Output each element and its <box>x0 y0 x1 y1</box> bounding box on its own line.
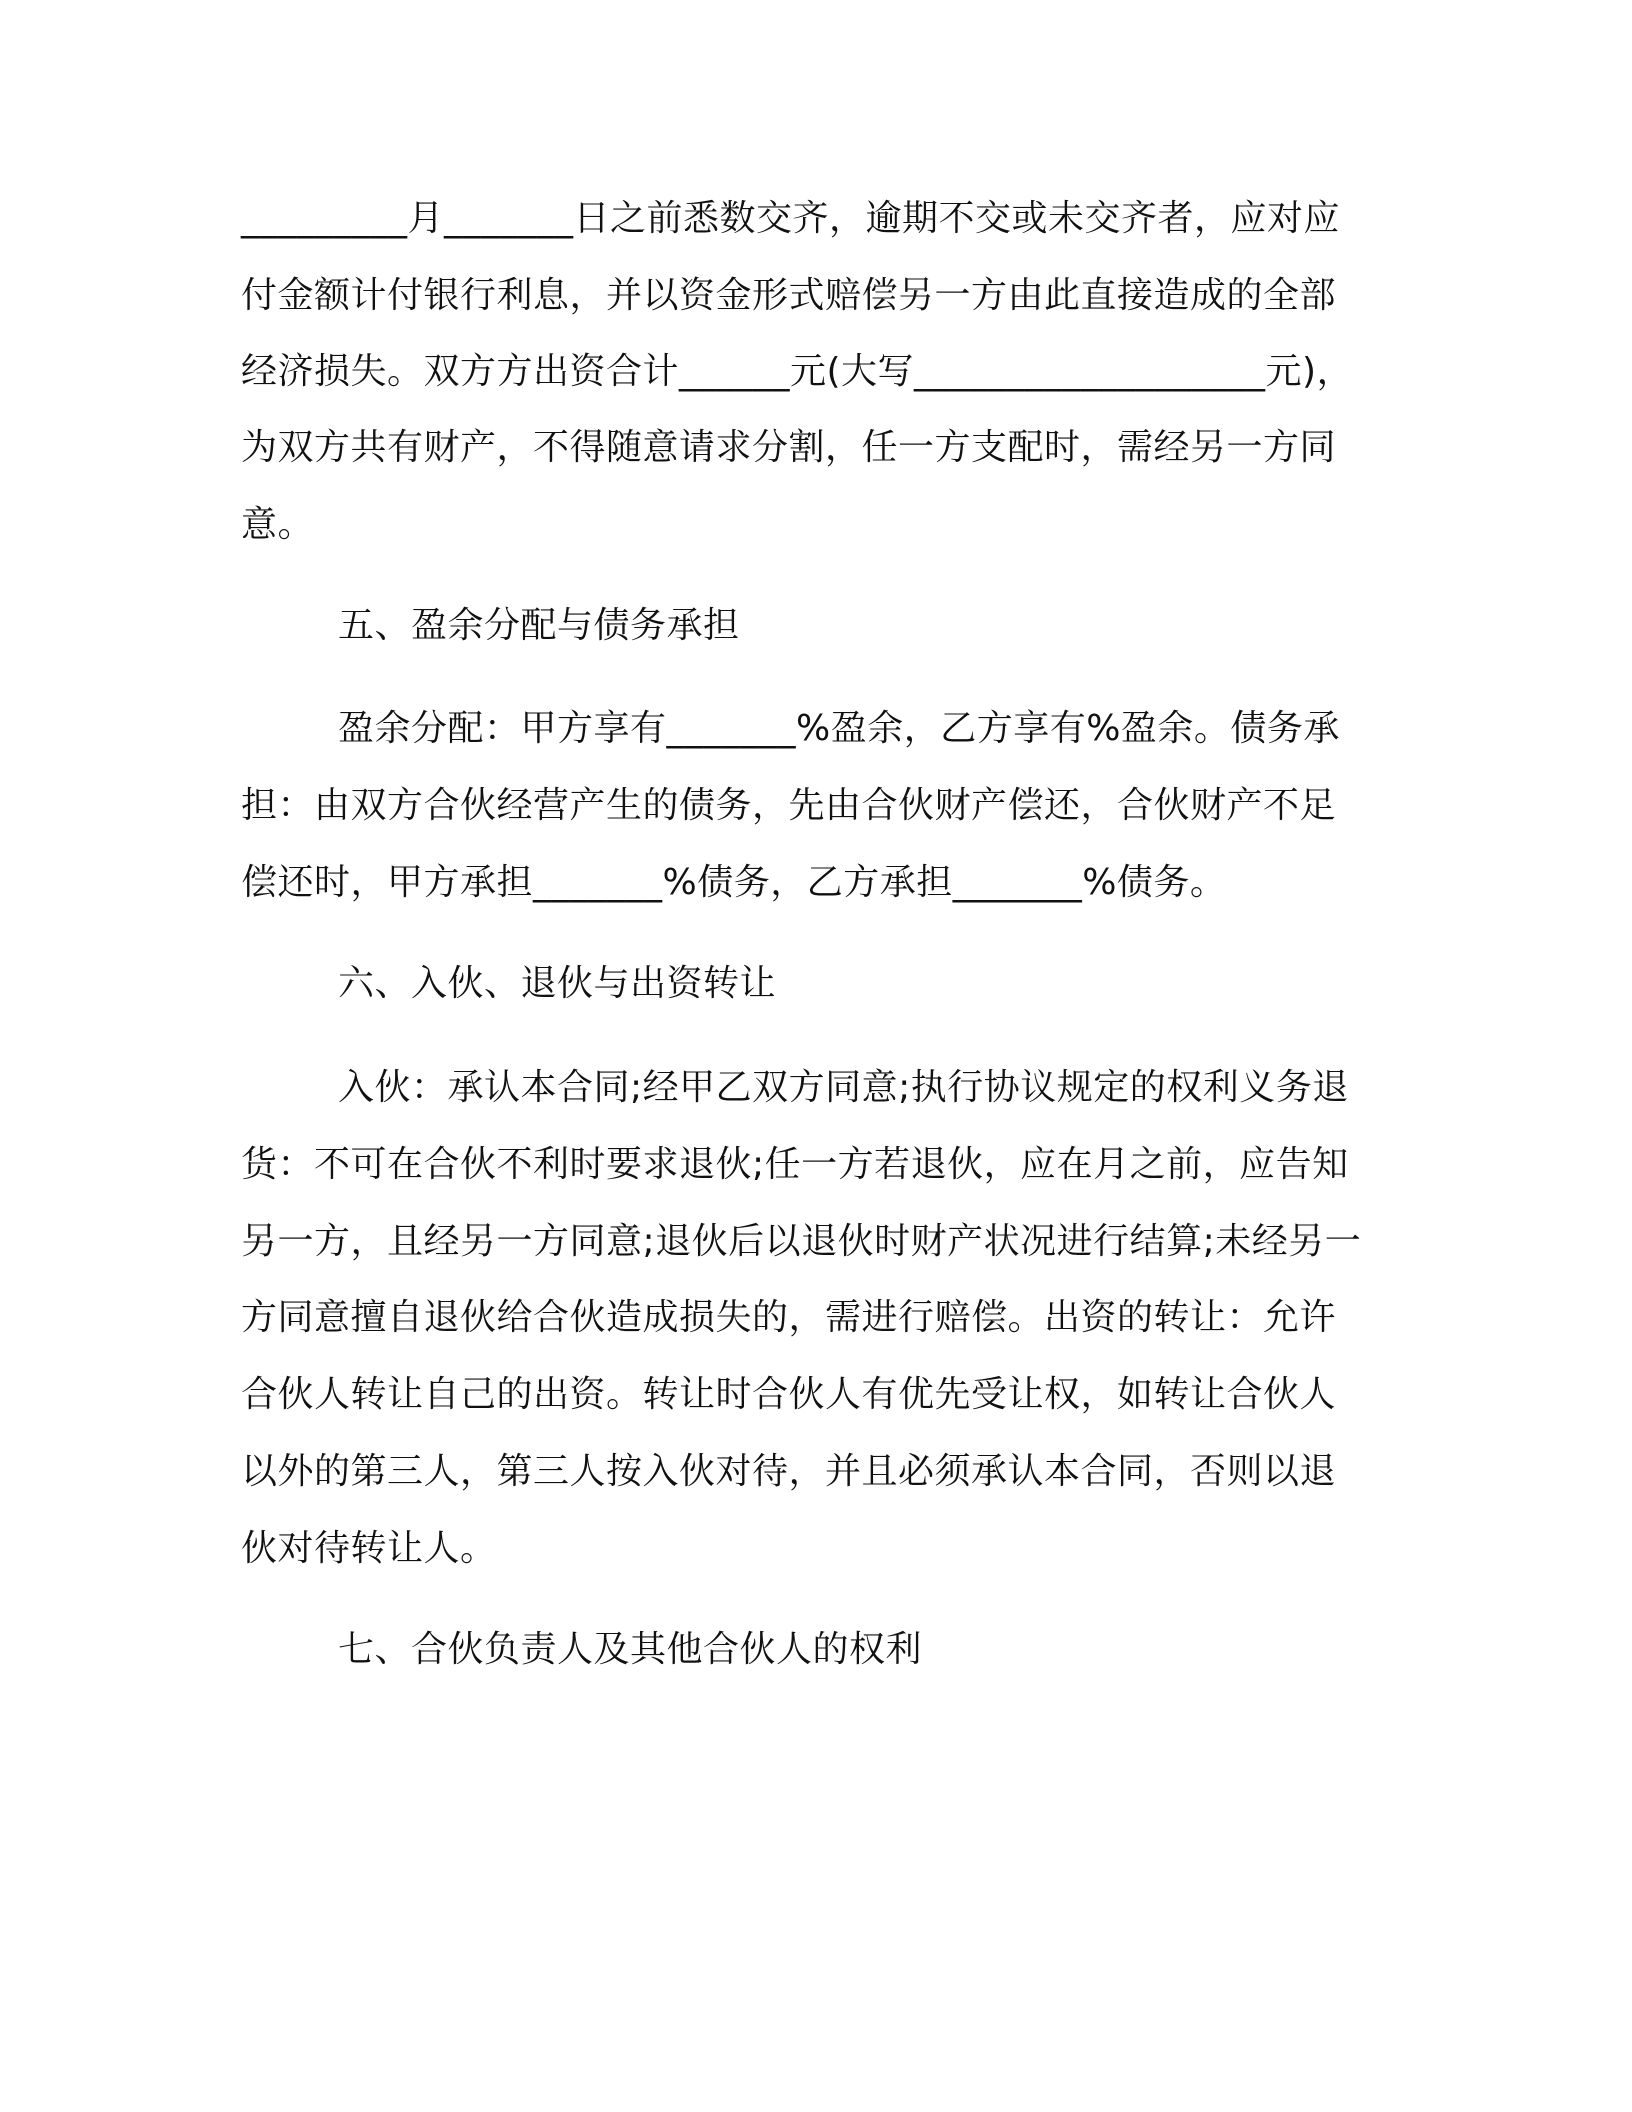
partnership-paragraph-line-7: 伙对待转让人。 <box>241 1528 497 1569</box>
profit-paragraph-line-3: 偿还时，甲方承担_______%债务，乙方承担_______%债务。 <box>241 862 1227 903</box>
paragraph-line-1: _________月_______日之前悉数交齐，逾期不交或未交齐者，应对应 <box>241 198 1341 239</box>
paragraph-line-5: 意。 <box>241 504 315 545</box>
section-heading-7: 七、合伙负责人及其他合伙人的权利 <box>338 1629 923 1670</box>
section-heading-6: 六、入伙、退伙与出资转让 <box>338 963 777 1004</box>
partnership-paragraph-line-5: 合伙人转让自己的出资。转让时合伙人有优先受让权，如转让合伙人 <box>241 1374 1337 1415</box>
partnership-paragraph-line-1: 入伙：承认本合同;经甲乙双方同意;执行协议规定的权利义务退 <box>338 1067 1349 1108</box>
partnership-paragraph-line-2: 货：不可在合伙不利时要求退伙;任一方若退伙，应在月之前，应告知 <box>241 1144 1349 1185</box>
paragraph-line-2: 付金额计付银行利息，并以资金形式赔偿另一方由此直接造成的全部 <box>241 275 1337 316</box>
profit-paragraph-line-2: 担：由双方合伙经营产生的债务，先由合伙财产偿还，合伙财产不足 <box>241 785 1337 826</box>
paragraph-line-4: 为双方共有财产，不得随意请求分割，任一方支配时，需经另一方同 <box>241 427 1337 468</box>
paragraph-line-3: 经济损失。双方方出资合计______元(大写___________________元)， <box>241 351 1354 392</box>
profit-paragraph-line-1: 盈余分配：甲方享有_______%盈余，乙方享有%盈余。债务承 <box>338 708 1340 749</box>
section-heading-5: 五、盈余分配与债务承担 <box>338 605 740 646</box>
partnership-paragraph-line-3: 另一方，且经另一方同意;退伙后以退伙时财产状况进行结算;未经另一 <box>241 1221 1362 1262</box>
partnership-paragraph-line-4: 方同意擅自退伙给合伙造成损失的，需进行赔偿。出资的转让：允许 <box>241 1297 1337 1338</box>
partnership-paragraph-line-6: 以外的第三人，第三人按入伙对待，并且必须承认本合同，否则以退 <box>241 1451 1337 1492</box>
